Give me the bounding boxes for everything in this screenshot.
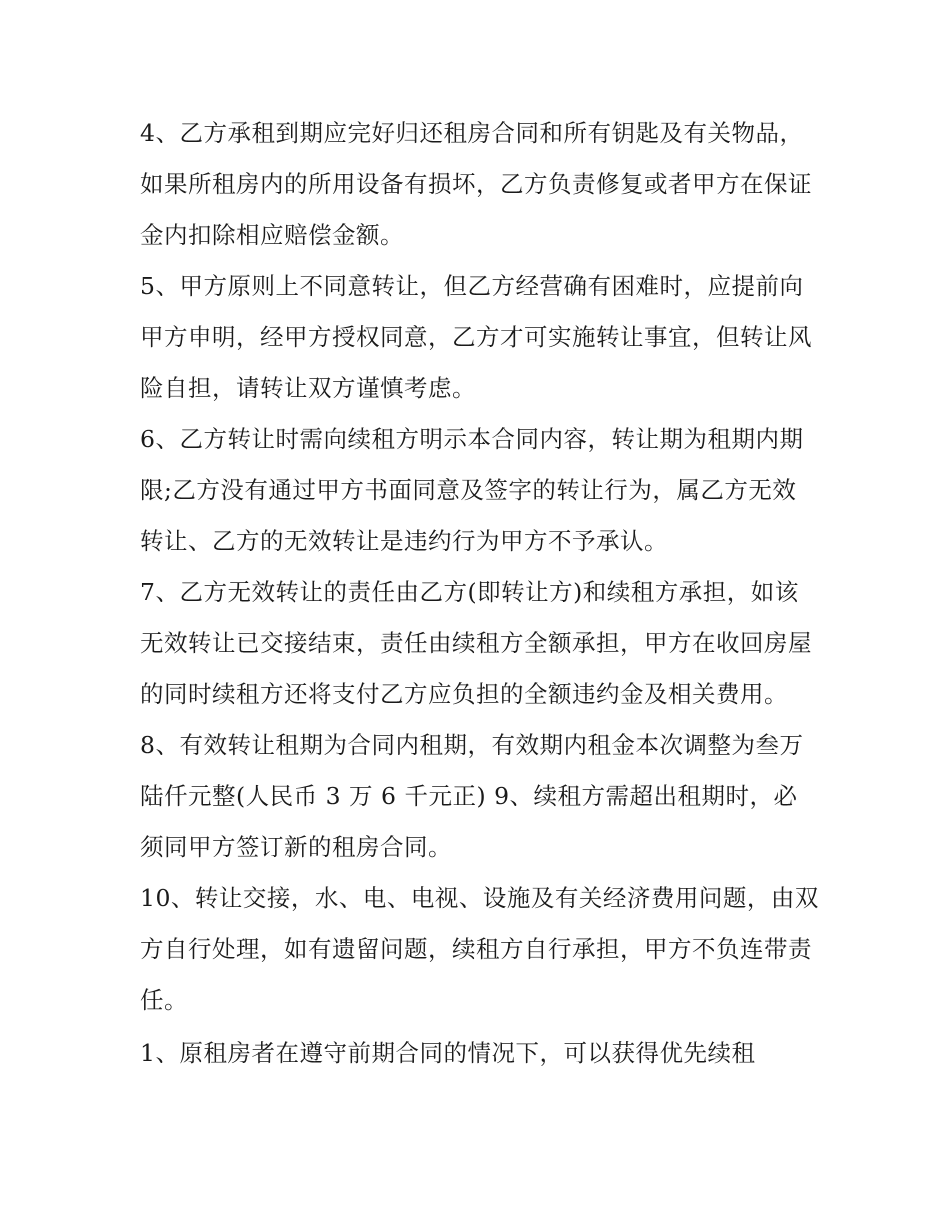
clause-10: 10、转让交接，水、电、电视、设施及有关经济费用问题，由双方自行处理，如有遗留问题，续租方自行承担，甲方不负连带责任。: [140, 884, 819, 1014]
clause-5: 5、甲方原则上不同意转让，但乙方经营确有困难时，应提前向甲方申明，经甲方授权同意，乙方才可实施转让事宜，但转让风险自担，请转让双方谨慎考虑。: [140, 272, 812, 402]
clause-6: 6、乙方转让时需向续租方明示本合同内容，转让期为租期内期限;乙方没有通过甲方书面同意及签字的转让行为，属乙方无效转让、乙方的无效转让是违约行为甲方不予承认。: [140, 425, 804, 555]
document-body: [140, 108, 820, 1079]
clause-7: 7、乙方无效转让的责任由乙方(即转让方)和续租方承担，如该无效转让已交接结束，责任由续租方全额承担，甲方在收回房屋的同时续租方还将支付乙方应负担的全额违约金及相关费用。: [140, 578, 812, 708]
clause-8-9: 8、有效转让租期为合同内租期，有效期内租金本次调整为叁万陆仟元整(人民币 3 万 6 千元正) 9、续租方需超出租期时，必须同甲方签订新的租房合同。: [140, 731, 804, 861]
clause-4: 4、乙方承租到期应完好归还租房合同和所有钥匙及有关物品，如果所租房内的所用设备有损坏，乙方负责修复或者甲方在保证金内扣除相应赔偿金额。: [140, 119, 812, 249]
clause-1-renewal: 1、原租房者在遵守前期合同的情况下，可以获得优先续租: [140, 1039, 756, 1067]
